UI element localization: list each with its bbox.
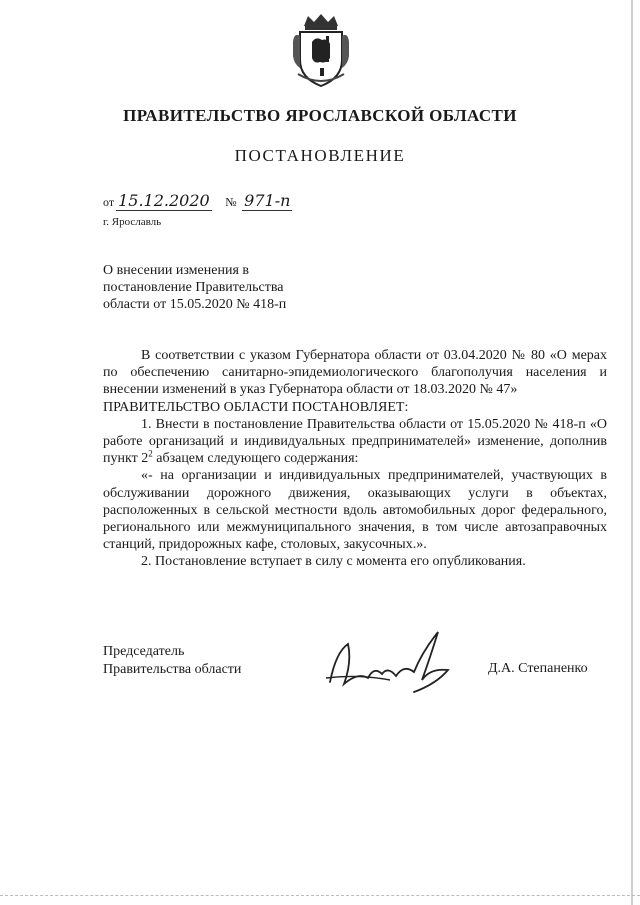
- document-body: [103, 347, 607, 571]
- city: г. Ярославль: [103, 216, 162, 228]
- item-1-paragraph: [103, 416, 607, 468]
- government-title: ПРАВИТЕЛЬСТВО ЯРОСЛАВСКОЙ ОБЛАСТИ: [123, 106, 517, 125]
- signatory-name: Д.А. Степаненко: [488, 661, 588, 676]
- handwritten-signature: [318, 622, 468, 702]
- scan-bottom-border: [0, 895, 640, 896]
- document-number: 971-п: [244, 191, 291, 210]
- dateline: [103, 191, 292, 211]
- scan-edge-line: [631, 0, 633, 905]
- coat-of-arms-icon: [290, 12, 352, 88]
- item-1-text: 1. Внести в постановление Правительства области от 15.05.2020 № 418-п «О работе организаций и индивидуальных предпринимателей» изменение, дополнив пункт 2: [103, 416, 607, 467]
- item-1-text-end: абзацем следующего содержания:: [152, 451, 359, 467]
- document-subject: [103, 262, 303, 313]
- subject-line: постановление Правительства: [103, 280, 284, 295]
- number-label: №: [225, 195, 237, 209]
- subject-line: О внесении изменения в: [103, 263, 249, 278]
- position-line: Правительства области: [103, 661, 242, 677]
- date-prefix: от: [103, 195, 115, 209]
- subject-line: области от 15.05.2020 № 418-п: [103, 297, 287, 312]
- document-date: 15.12.2020: [118, 191, 210, 210]
- item-1-superscript: 2: [148, 448, 153, 459]
- item-2-paragraph: 2. Постановление вступает в силу с момента его опубликования.: [141, 554, 526, 570]
- preamble-paragraph: В соответствии с указом Губернатора области от 03.04.2020 № 80 «О мерах по обеспечению санитарно-эпидемиологического благополучия населения и внесении изменений в указ Губернатора области от 18.03.2020 № 47»: [103, 348, 607, 398]
- resolution-heading: ПРАВИТЕЛЬСТВО ОБЛАСТИ ПОСТАНОВЛЯЕТ:: [103, 399, 409, 415]
- document-type: ПОСТАНОВЛЕНИЕ: [234, 146, 406, 165]
- quoted-addition-paragraph: «- на организации и индивидуальных предпринимателей, участвующих в обслуживании дорожного движения, оказывающих услуги в объектах, расположенных в сельской местности вдоль автомобильных дорог федерального, регионального или межмуниципального значения, в том числе автозаправочных станций, придорожных кафе, столовых, закусочных.».: [103, 468, 607, 553]
- position-line: Председатель: [103, 644, 185, 659]
- signatory-position: [103, 643, 241, 678]
